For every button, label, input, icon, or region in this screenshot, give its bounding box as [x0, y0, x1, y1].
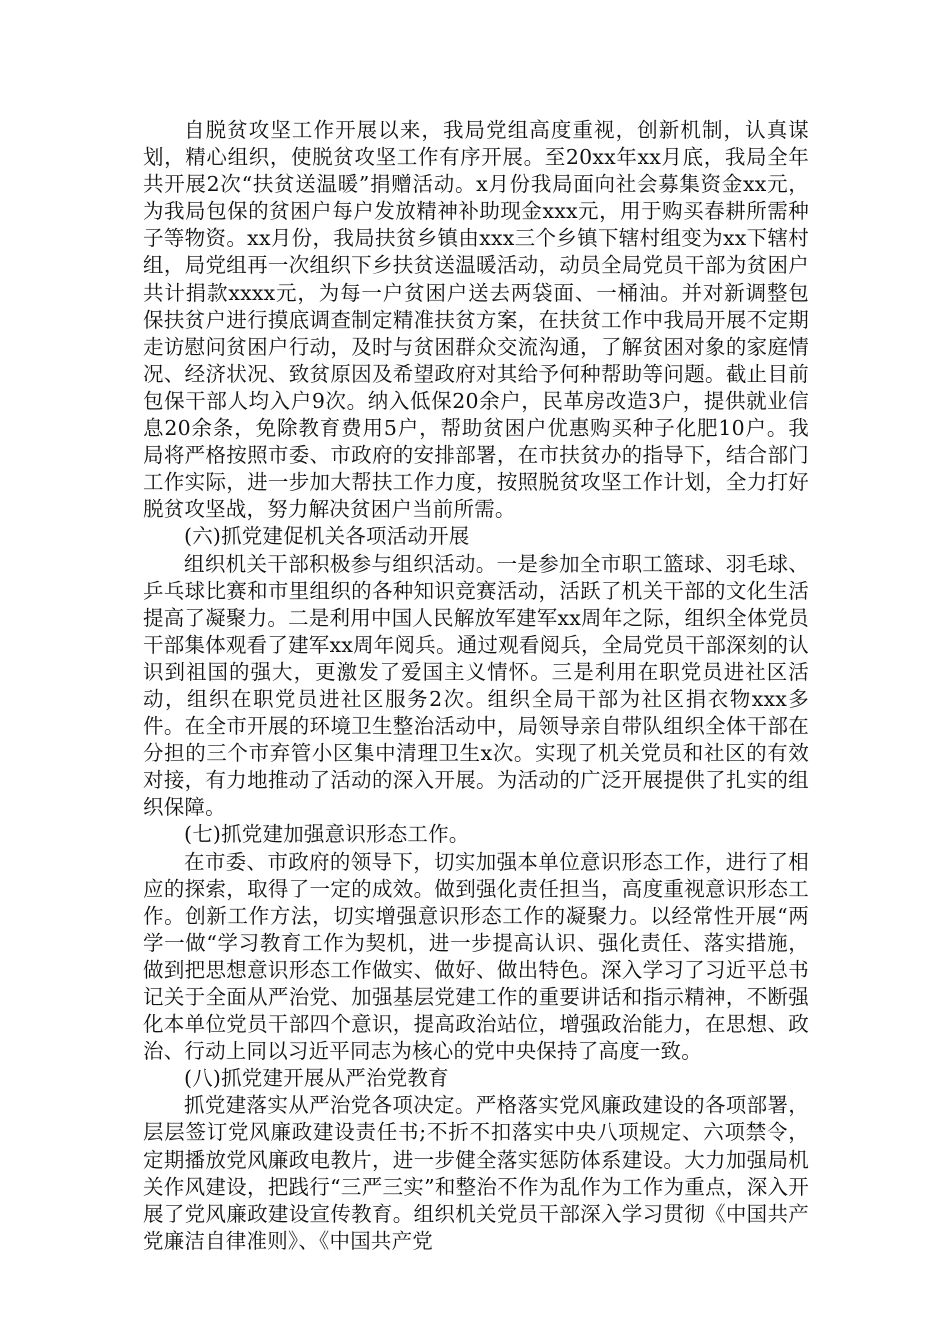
paragraph-organization-activities: 组织机关干部积极参与组织活动。一是参加全市职工篮球、羽毛球、乒乓球比赛和市里组织的各种知识竞赛活动，活跃了机关干部的文化生活提高了凝聚力。二是利用中国人民解放军建军xx周年之际，组织全体党员干部集体观看了建军xx周年阅兵。通过观看阅兵，全局党员干部深刻的认识到祖国的强大，更激发了爱国主义情怀。三是利用在职党员进社区活动，组织在职党员进社区服务2次。组织全局干部为社区捐衣物xxx多件。在全市开展的环境卫生整治活动中，局领导亲自带队组织全体干部在分担的三个市弃管小区集中清理卫生x次。实现了机关党员和社区的有效对接，有力地推动了活动的深入开展。为活动的广泛开展提供了扎实的组织保障。 [143, 551, 809, 820]
section-heading-seven: (七)抓党建加强意识形态工作。 [184, 822, 470, 847]
section-heading-eight: (八)抓党建开展从严治党教育 [184, 1066, 449, 1091]
paragraph-party-discipline: 抓党建落实从严治党各项决定。严格落实党风廉政建设的各项部署，层层签订党风廉政建设责任书;不折不扣落实中央八项规定、六项禁令，定期播放党风廉政电教片，进一步健全落实惩防体系建设。大力加强局机关作风建设，把践行“三严三实”和整治不作为乱作为工作为重点，深入开展了党风廉政建设宣传教育。组织机关党员干部深入学习贯彻《中国共产党廉洁自律准则》、《中国共产党 [143, 1093, 809, 1253]
document-page [143, 117, 809, 1255]
section-heading-six: (六)抓党建促机关各项活动开展 [184, 524, 470, 549]
paragraph-poverty-alleviation: 自脱贫攻坚工作开展以来，我局党组高度重视，创新机制，认真谋划，精心组织，使脱贫攻坚工作有序开展。至20xx年xx月底，我局全年共开展2次“扶贫送温暖”捐赠活动。x月份我局面向社会募集资金xx元，为我局包保的贫困户每户发放精神补助现金xxx元，用于购买春耕所需种子等物资。xx月份，我局扶贫乡镇由xxx三个乡镇下辖村组变为xx下辖村组，局党组再一次组织下乡扶贫送温暖活动，动员全局党员干部为贫困户共计捐款xxxx元，为每一户贫困户送去两袋面、一桶油。并对新调整包保扶贫户进行摸底调查制定精准扶贫方案，在扶贫工作中我局开展不定期走访慰问贫困户行动，及时与贫困群众交流沟通，了解贫困对象的家庭情况、经济状况、致贫原因及希望政府对其给予何种帮助等问题。截止目前包保干部人均入户9次。纳入低保20余户，民革房改造3户，提供就业信息20余条，免除教育费用5户，帮助贫困户优惠购买种子化肥10户。我局将严格按照市委、市政府的安排部署，在市扶贫办的指导下，结合部门工作实际，进一步加大帮扶工作力度，按照脱贫攻坚工作计划，全力打好脱贫攻坚战，努力解决贫困户当前所需。 [143, 118, 809, 522]
paragraph-ideology-work: 在市委、市政府的领导下，切实加强本单位意识形态工作，进行了相应的探索，取得了一定的成效。做到强化责任担当，高度重视意识形态工作。创新工作方法，切实增强意识形态工作的凝聚力。以经常性开展“两学一做“学习教育工作为契机，进一步提高认识、强化责任、落实措施，做到把思想意识形态工作做实、做好、做出特色。深入学习了习近平总书记关于全面从严治党、加强基层党建工作的重要讲话和指示精神，不断强化本单位党员干部四个意识，提高政治站位，增强政治能力，在思想、政治、行动上同以习近平同志为核心的党中央保持了高度一致。 [143, 849, 809, 1064]
